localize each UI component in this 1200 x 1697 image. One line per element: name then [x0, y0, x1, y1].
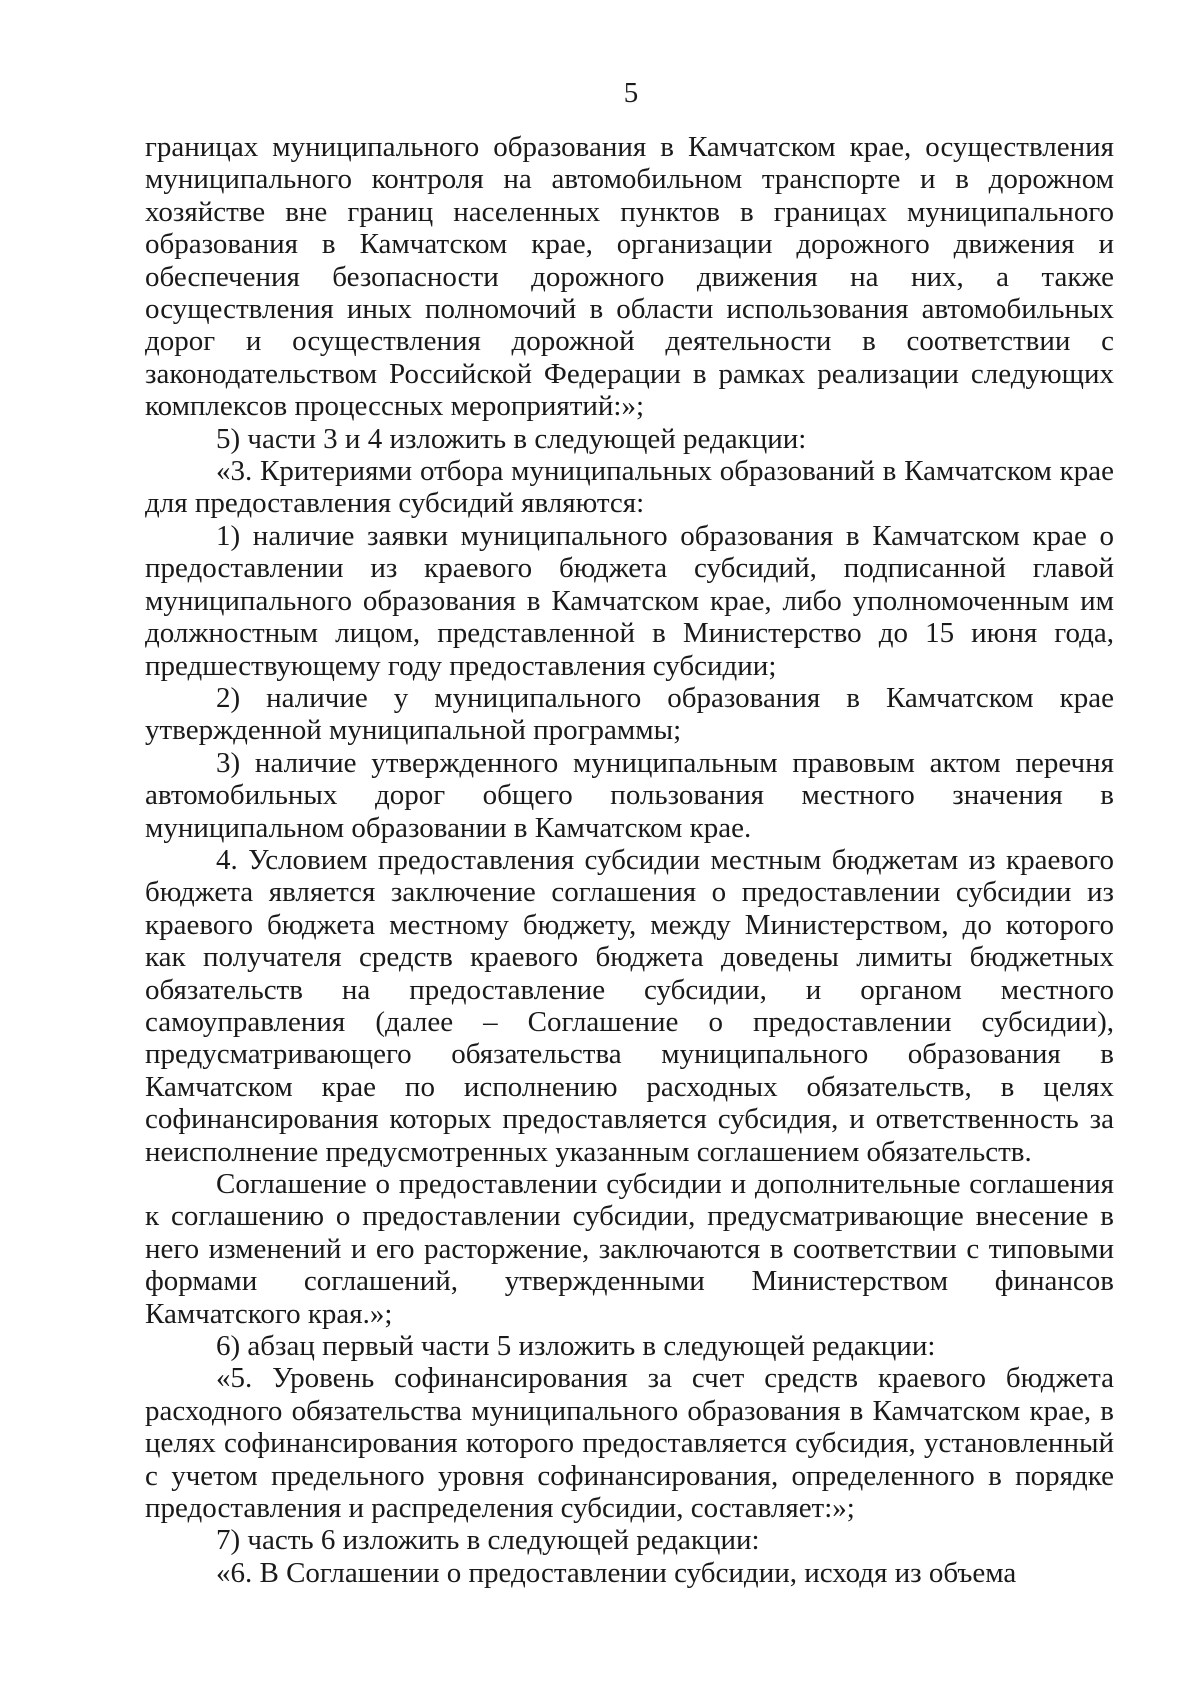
paragraph-part-3: «3. Критериями отбора муниципальных образований в Камчатском крае для предоставления субсидий являются:: [145, 455, 1114, 520]
paragraph-part-5: «5. Уровень софинансирования за счет средств краевого бюджета расходного обязательства муниципального образования в Камчатском крае, в целях софинансирования которого предоставляется субсидия, установленный с учетом предельного уровня софинансирования, определенного в порядке предоставления и распределения субсидии, составляет:»;: [145, 1362, 1114, 1525]
document-body: [145, 131, 1114, 1589]
paragraph-criterion-1: 1) наличие заявки муниципального образования в Камчатском крае о предоставлении из краевого бюджета субсидий, подписанной главой муниципального образования в Камчатском крае, либо уполномоченным им должностным лицом, представленной в Министерство до 15 июня года, предшествующему году предоставления субсидии;: [145, 519, 1114, 682]
paragraph-item-7: 7) часть 6 изложить в следующей редакции:: [216, 1524, 760, 1557]
paragraph-part-6: «6. В Соглашении о предоставлении субсидии, исходя из объема: [216, 1556, 1017, 1589]
paragraph-criterion-3: 3) наличие утвержденного муниципальным правовым актом перечня автомобильных дорог общего пользования местного значения в муниципальном образовании в Камчатском крае.: [145, 746, 1114, 844]
paragraph-item-6: 6) абзац первый части 5 изложить в следующей редакции:: [216, 1330, 936, 1363]
paragraph-part-4: 4. Условием предоставления субсидии местным бюджетам из краевого бюджета является заключение соглашения о предоставлении субсидии из краевого бюджета местному бюджету, между Министерством, до которого как получателя средств краевого бюджета доведены лимиты бюджетных обязательств на предоставление субсидии, и органом местного самоуправления (далее – Соглашение о предоставлении субсидии), предусматривающего обязательства муниципального образования в Камчатском крае по исполнению расходных обязательств, в целях софинансирования которых предоставляется субсидия, и ответственность за неисполнение предусмотренных указанным соглашением обязательств.: [145, 843, 1114, 1168]
paragraph-agreement: Соглашение о предоставлении субсидии и дополнительные соглашения к соглашению о предоставлении субсидии, предусматривающие внесение в него изменений и его расторжение, заключаются в соответствии с типовыми формами соглашений, утвержденными Министерством финансов Камчатского края.»;: [145, 1168, 1114, 1330]
paragraph-item-5: 5) части 3 и 4 изложить в следующей редакции:: [216, 422, 807, 455]
paragraph-criterion-2: 2) наличие у муниципального образования в Камчатском крае утвержденной муниципальной программы;: [145, 681, 1114, 747]
page-number: 5: [623, 77, 639, 109]
paragraph-continuation: границах муниципального образования в Камчатском крае, осуществления муниципального контроля на автомобильном транспорте и в дорожном хозяйстве вне границ населенных пунктов в границах муниципального образования в Камчатском крае, организации дорожного движения и обеспечения безопасности дорожного движения на них, а также осуществления иных полномочий в области использования автомобильных дорог и осуществления дорожной деятельности в соответствии с законодательством Российской Федерации в рамках реализации следующих комплексов процессных мероприятий:»;: [145, 131, 1114, 423]
